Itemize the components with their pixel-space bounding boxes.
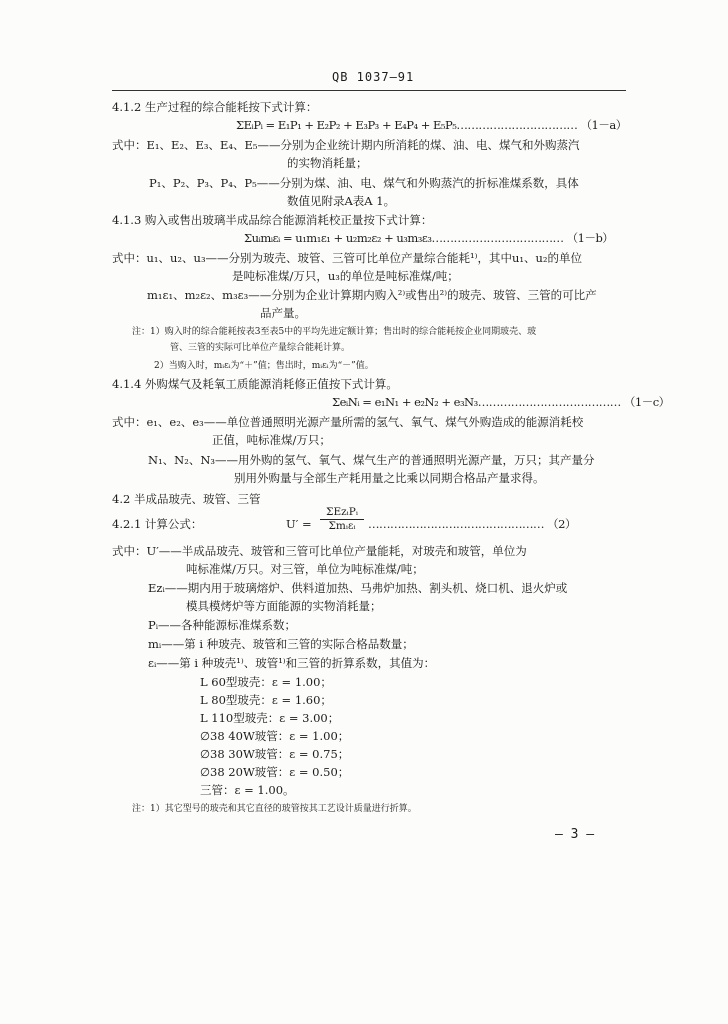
where-line: 的实物消耗量； xyxy=(287,156,368,170)
coefficient-item: ∅38 40W玻管：ε = 1.00； xyxy=(200,729,350,743)
fraction-denominator: Σmᵢεᵢ xyxy=(328,520,356,532)
page-number: — 3 — xyxy=(555,827,595,842)
coefficient-item: ∅38 30W玻管：ε = 0.75； xyxy=(200,747,350,761)
section-4-2-1-heading: 4.2.1 计算公式： xyxy=(112,517,203,531)
section-4-1-4-heading: 4.1.4 外购煤气及耗氧工质能源消耗修正值按下式计算。 xyxy=(112,377,398,391)
formula-1c: ΣeᵢNᵢ = e₁N₁ + e₂N₂ + e₃N₃………………………………… （1－c） xyxy=(332,395,670,409)
where-line: εᵢ——第 i 种玻壳¹⁾、玻管¹⁾和三管的折算系数，其值为： xyxy=(148,656,436,670)
coefficient-item: 三管：ε = 1.00。 xyxy=(200,783,295,797)
where-line: 式中：u₁、u₂、u₃——分别为玻壳、玻管、三管可比单位产量综合能耗¹⁾，其中u₁、u₂的单位 xyxy=(112,251,583,265)
section-4-1-3-heading: 4.1.3 购入或售出玻璃半成品综合能源消耗校正量按下式计算： xyxy=(112,213,433,227)
fraction-numerator: ΣEzᵢPᵢ xyxy=(320,506,364,520)
where-line: Ezᵢ——期内用于玻璃熔炉、供料道加热、马弗炉加热、割头机、烧口机、退火炉或 xyxy=(148,581,568,595)
note-line: 注：1）其它型号的玻壳和其它直径的玻管按其工艺设计质量进行折算。 xyxy=(132,804,417,814)
coefficient-item: L 60型玻壳：ε = 1.00； xyxy=(200,675,332,689)
where-line: m₁ε₁、m₂ε₂、m₃ε₃——分别为企业计算期内购入²⁾或售出²⁾的玻壳、玻管、三管的可比产 xyxy=(147,288,597,302)
where-line: Pᵢ——各种能源标准煤系数； xyxy=(148,618,297,632)
where-line: 式中：U′——半成品玻壳、玻管和三管可比单位产量能耗，对玻壳和玻管，单位为 xyxy=(112,544,527,558)
note-line: 2）当购入时，mᵢεᵢ为“＋”值；售出时，mᵢεᵢ为“－”值。 xyxy=(154,361,374,371)
standard-number: QB 1037—91 xyxy=(332,70,415,84)
coefficient-item: L 110型玻壳：ε = 3.00； xyxy=(200,711,340,725)
formula-1b: Σuᵢmᵢεᵢ = u₁m₁ε₁ + u₂m₂ε₂ + u₃m₃ε₃……………………………… （1－b） xyxy=(244,231,614,245)
where-line: 式中：e₁、e₂、e₃——单位普通照明光源产量所需的氢气、氧气、煤气外购造成的能源消耗校 xyxy=(112,415,584,429)
where-line: 式中：E₁、E₂、E₃、E₄、E₅——分别为企业统计期内所消耗的煤、油、电、煤气和外购蒸汽 xyxy=(112,138,580,152)
where-line: 数值见附录A表A 1。 xyxy=(287,194,396,208)
where-line: mᵢ——第 i 种玻壳、玻管和三管的实际合格品数量； xyxy=(148,637,414,651)
formula-2-fraction xyxy=(320,506,364,533)
where-line: 吨标准煤/万只。对三管，单位为吨标准煤/吨； xyxy=(186,562,424,576)
formula-2-tail: ………………………………………… （2） xyxy=(368,517,576,531)
section-4-2-heading: 4.2 半成品玻壳、玻管、三管 xyxy=(112,492,261,506)
header-rule xyxy=(112,90,626,91)
where-line: 正值，吨标准煤/万只； xyxy=(212,433,331,447)
coefficient-item: ∅38 20W玻管：ε = 0.50； xyxy=(200,765,350,779)
where-line: 别用外购量与全部生产耗用量之比乘以同期合格品产量求得。 xyxy=(234,471,545,485)
where-line: 模具模烤炉等方面能源的实物消耗量； xyxy=(186,599,382,613)
where-line: N₁、N₂、N₃——用外购的氢气、氧气、煤气生产的普通照明光源产量，万只；其产量分 xyxy=(148,453,595,467)
coefficient-item: L 80型玻壳：ε = 1.60； xyxy=(200,693,332,707)
where-line: P₁、P₂、P₃、P₄、P₅——分别为煤、油、电、煤气和外购蒸汽的折标准煤系数，具体 xyxy=(149,176,579,190)
formula-1a: ΣEᵢPᵢ = E₁P₁ + E₂P₂ + E₃P₃ + E₄P₄ + E₅P₅…………………………… （1－a） xyxy=(236,118,627,132)
where-line: 是吨标准煤/万只，u₃的单位是吨标准煤/吨； xyxy=(232,269,459,283)
section-4-1-2-heading: 4.1.2 生产过程的综合能耗按下式计算： xyxy=(112,100,318,114)
where-line: 品产量。 xyxy=(260,306,306,320)
note-line: 注：1）购入时的综合能耗按表3至表5中的平均先进定额计算；售出时的综合能耗按企业同期玻壳、玻 xyxy=(132,327,537,337)
formula-2-lhs: U′ = xyxy=(286,517,312,531)
note-line: 管、三管的实际可比单位产量综合能耗计算。 xyxy=(170,343,351,353)
